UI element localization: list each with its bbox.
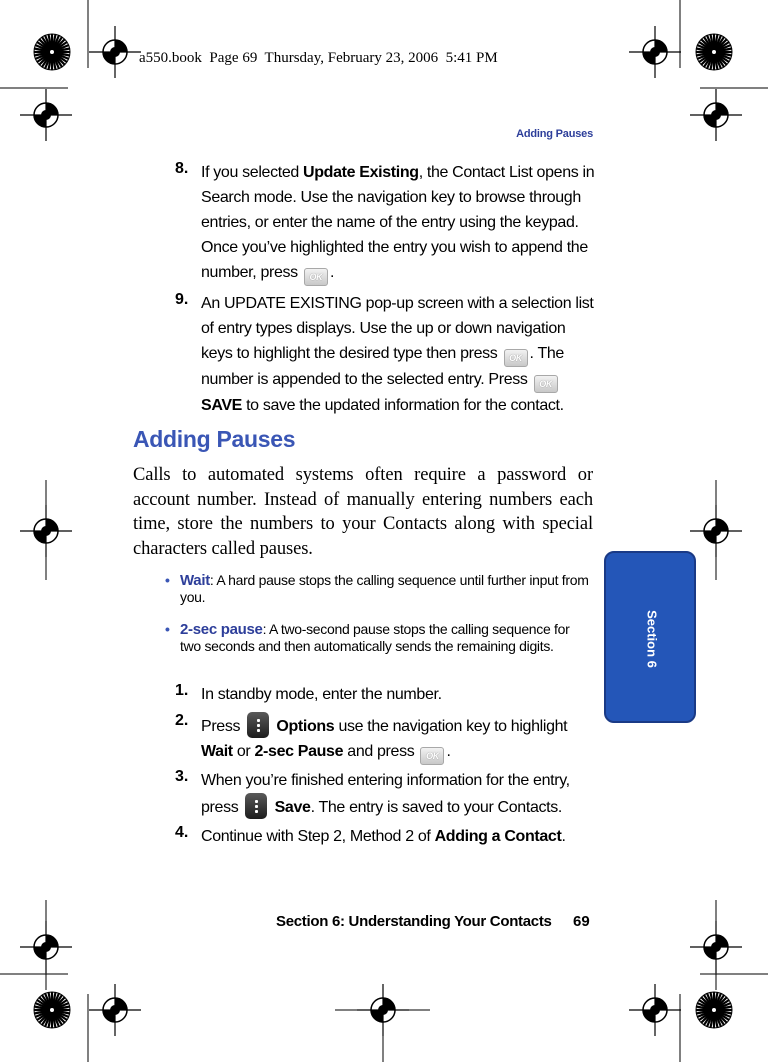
2-sec-pause-term: 2-sec Pause bbox=[254, 743, 344, 760]
footer-title: Section 6: Understanding Your Contacts bbox=[276, 913, 552, 930]
radial-star-target-icon bbox=[34, 34, 70, 70]
page-number: 69 bbox=[573, 913, 590, 930]
registration-target-icon bbox=[20, 89, 72, 141]
step-number: 3. bbox=[175, 768, 189, 785]
ok-key-icon: OK bbox=[534, 375, 558, 393]
radial-star-target-icon bbox=[696, 992, 732, 1028]
save-term: Save bbox=[274, 799, 311, 816]
radial-star-target-icon bbox=[696, 34, 732, 70]
book-file-header: a550.book Page 69 Thursday, February 23, 2006 5:41 PM bbox=[139, 50, 498, 66]
registration-target-icon bbox=[629, 984, 681, 1036]
ok-key-icon: OK bbox=[304, 268, 328, 286]
step-text: In standby mode, enter the number. bbox=[201, 686, 442, 703]
options-term: Options bbox=[276, 718, 335, 735]
registration-target-icon bbox=[89, 26, 141, 78]
adding-a-contact-term: Adding a Contact bbox=[434, 828, 562, 845]
step-number: 9. bbox=[175, 291, 189, 308]
step-text: When you’re finished entering information for the entry, press Save. The entry is saved to your Contacts. bbox=[201, 768, 596, 820]
intro-paragraph: Calls to automated systems often require a password or account number. Instead of manually entering numbers each time, store the numbers to your Contacts along with special characters called pauses. bbox=[133, 465, 593, 559]
ok-key-icon: OK bbox=[420, 747, 444, 765]
step-number: 2. bbox=[175, 712, 189, 729]
section-heading: Adding Pauses bbox=[133, 426, 296, 452]
radial-star-target-icon bbox=[34, 992, 70, 1028]
section-side-tab bbox=[604, 551, 696, 723]
step-text: Press Options use the navigation key to highlight Wait or 2-sec Pause and press OK . bbox=[201, 712, 596, 765]
step-text: Continue with Step 2, Method 2 of Adding a Contact. bbox=[201, 828, 566, 845]
step-number: 4. bbox=[175, 824, 189, 841]
bullet-term: Wait bbox=[180, 572, 210, 589]
bullet-dot: • bbox=[165, 572, 170, 588]
step-number: 1. bbox=[175, 682, 189, 699]
registration-target-icon bbox=[690, 89, 742, 141]
update-existing-term: Update Existing bbox=[303, 164, 419, 181]
step-text: An UPDATE EXISTING pop-up screen with a selection list of entry types displays. Use the up or down navigation keys to highlight the desired type then press OK . The number is appended to the selected entry. Press OK SAVE to save the updated information for the contact. bbox=[201, 295, 594, 414]
registration-target-icon bbox=[629, 26, 681, 78]
bullet-term: 2-sec pause bbox=[180, 621, 263, 638]
wait-term: Wait bbox=[201, 743, 233, 760]
section-tab-label: Section 6 bbox=[644, 610, 660, 668]
right-soft-key-icon bbox=[247, 712, 269, 738]
registration-target-icon bbox=[89, 984, 141, 1036]
ok-key-icon: OK bbox=[504, 349, 528, 367]
step-text: If you selected Update Existing, the Contact List opens in Search mode. Use the navigation key to browse through entries, or enter the name of the entry using the keypad. Once you’ve highlighted the entry you wish to append the number, press OK . bbox=[201, 160, 596, 286]
running-head: Adding Pauses bbox=[516, 128, 593, 140]
step-number: 8. bbox=[175, 160, 189, 177]
bullet-dot: • bbox=[165, 621, 170, 637]
save-term: SAVE bbox=[201, 397, 242, 414]
right-soft-key-icon bbox=[245, 793, 267, 819]
